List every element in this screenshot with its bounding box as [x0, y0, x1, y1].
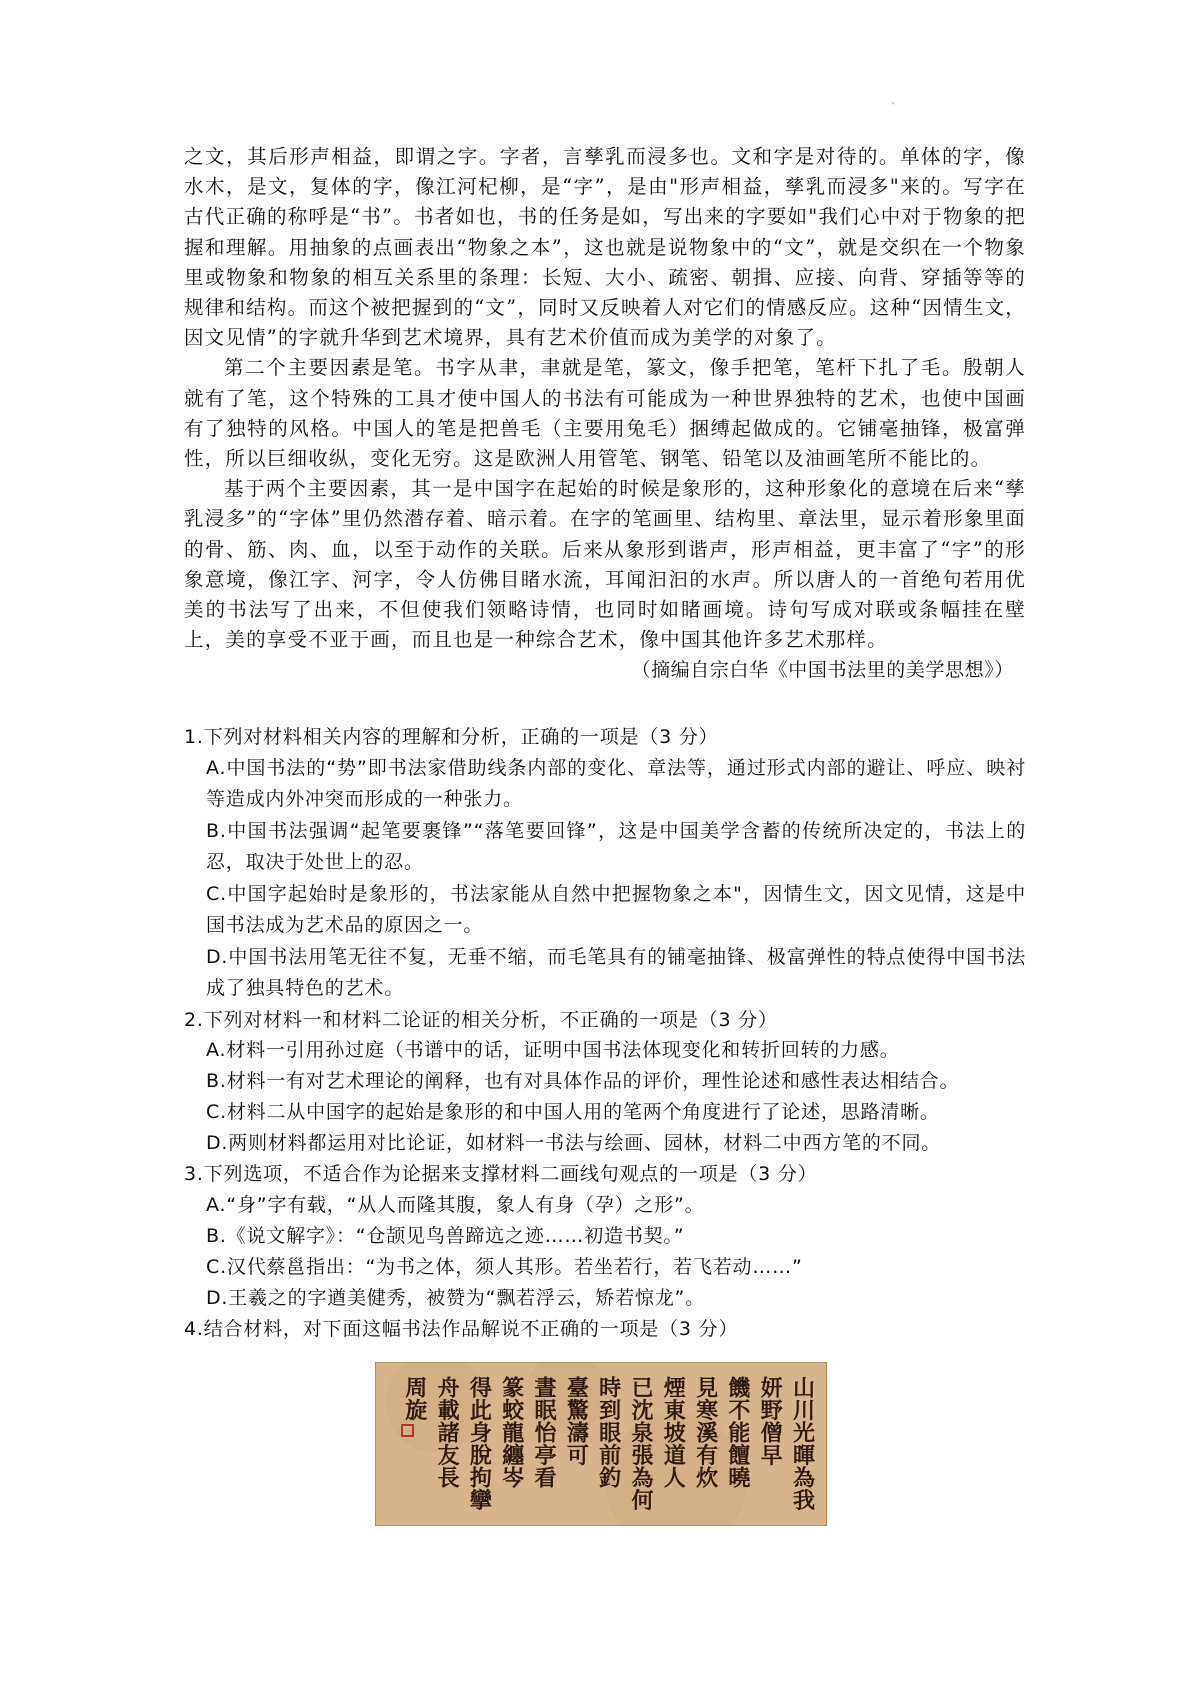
calligraphy-char: 能 — [728, 1420, 751, 1447]
option-b[interactable]: B.《说文解字》：“仓颉见鸟兽蹄迒之迹……初造书契。” — [206, 1224, 685, 1247]
question-2 — [184, 1005, 1026, 1160]
calligraphy-char: 前 — [599, 1443, 622, 1470]
calligraphy-char: 晝 — [534, 1375, 557, 1402]
calligraphy-char: 長 — [437, 1465, 460, 1492]
header-mark: 、 — [891, 96, 901, 107]
calligraphy-char: 諸 — [437, 1420, 460, 1447]
calligraphy-char: 泉 — [631, 1420, 654, 1447]
calligraphy-char: 時 — [599, 1375, 622, 1402]
calligraphy-char: 溪 — [696, 1420, 719, 1447]
option-d[interactable]: D.王羲之的字遒美健秀，被赞为“飘若浮云，矫若惊龙”。 — [206, 1286, 705, 1309]
calligraphy-char: 見 — [696, 1375, 719, 1402]
calligraphy-char: 旋 — [405, 1398, 428, 1425]
calligraphy-char: 山 — [792, 1375, 816, 1402]
calligraphy-char: 煙 — [663, 1375, 686, 1402]
option-c[interactable]: C.材料二从中国字的起始是象形的和中国人用的笔两个角度进行了论述，思路清晰。 — [206, 1101, 940, 1123]
calligraphy-char: 沈 — [631, 1398, 654, 1425]
calligraphy-char: 僧 — [760, 1420, 783, 1447]
calligraphy-char: 早 — [760, 1443, 783, 1470]
question-stem: 4.结合材料，对下面这幅书法作品解说不正确的一项是（3 分） — [184, 1317, 739, 1340]
calligraphy-char: 拘 — [469, 1465, 492, 1492]
question-stem: 1.下列对材料相关内容的理解和分析，正确的一项是（3 分） — [184, 726, 719, 748]
calligraphy-char: 龍 — [502, 1420, 525, 1447]
calligraphy-char: 饘 — [728, 1443, 751, 1470]
calligraphy-char: 友 — [437, 1443, 460, 1470]
calligraphy-char: 川 — [792, 1398, 816, 1425]
calligraphy-char: 為 — [792, 1465, 816, 1492]
question-3 — [184, 1159, 1026, 1314]
calligraphy-char: 光 — [792, 1420, 816, 1447]
option-d[interactable]: D.两则材料都运用对比论证，如材料一书法与绘画、园林，材料二中西方笔的不同。 — [206, 1132, 942, 1154]
calligraphy-char: 得 — [469, 1375, 492, 1402]
option-b[interactable]: B.材料一有对艺术理论的阐释，也有对具体作品的评价，理性论述和感性表达相结合。 — [206, 1070, 960, 1092]
calligraphy-char: 亭 — [534, 1443, 557, 1470]
calligraphy-char: 身 — [469, 1420, 492, 1447]
option-d[interactable]: D.中国书法用笔无往不复，无垂不缩，而毛笔具有的铺毫抽锋、极富弹性的特点使得中国书法成了独具特色的艺术。 — [206, 945, 1026, 999]
calligraphy-char: 岑 — [502, 1465, 525, 1492]
calligraphy-char: 釣 — [599, 1465, 622, 1492]
calligraphy-char: 攣 — [469, 1487, 492, 1514]
question-stem: 3.下列选项，不适合作为论据来支撑材料二画线句观点的一项是（3 分） — [184, 1163, 818, 1185]
calligraphy-char: 怡 — [534, 1420, 557, 1447]
calligraphy-char: 看 — [534, 1465, 557, 1492]
calligraphy-char: 寒 — [696, 1398, 719, 1425]
calligraphy-image — [376, 1363, 826, 1525]
calligraphy-char: 脫 — [469, 1443, 492, 1470]
calligraphy-char: 到 — [599, 1398, 622, 1425]
option-a[interactable]: A.“身”字有载，“从人而隆其腹，象人有身（孕）之形”。 — [206, 1193, 705, 1216]
calligraphy-artwork — [375, 1362, 827, 1526]
calligraphy-char: 有 — [696, 1443, 719, 1470]
calligraphy-char: 人 — [663, 1465, 686, 1492]
calligraphy-char: 此 — [469, 1398, 492, 1425]
passage-paragraph-3: 基于两个主要因素，其一是中国字在起始的时候是象形的，这种形象化的意境在后来“孳乳浸多”的“字体”里仍然潜存着、暗示着。在字的笔画里、结构里、章法里，显示着形象里面的骨、筋、肉、血，以至于动作的关联。后来从象形到谐声，形声相益，更丰富了“字”的形象意境，像江字、河字，令人仿佛目睹水流，耳闻汩汩的水声。所以唐人的一首绝句若用优美的书法写了出来，不但使我们领略诗情，也同时如睹画境。诗句写成对联或条幅挂在壁上，美的享受不亚于画，而且也是一种综合艺术，像中国其他许多艺术那样。 — [184, 477, 1026, 652]
option-a[interactable]: A.材料一引用孙过庭（书谱中的话，证明中国书法体现变化和转折回转的力感。 — [206, 1039, 900, 1061]
option-a[interactable]: A.中国书法的“势”即书法家借助线条内部的变化、章法等，通过形式内部的避让、呼应、映衬等造成内外冲突而形成的一种张力。 — [206, 756, 1026, 810]
calligraphy-char: 野 — [760, 1398, 783, 1425]
calligraphy-char: 曉 — [728, 1465, 751, 1492]
calligraphy-char: 眠 — [534, 1398, 557, 1425]
calligraphy-char: 為 — [631, 1465, 654, 1492]
calligraphy-char: 周 — [405, 1375, 428, 1402]
calligraphy-char: 驚 — [566, 1398, 589, 1425]
passage-source: （摘编自宗白华《中国书法里的美学思想》） — [631, 659, 1014, 682]
calligraphy-char: 可 — [566, 1443, 589, 1470]
option-b[interactable]: B.中国书法强调“起笔要裹锋”“落笔要回锋”，这是中国美学含蓄的传统所决定的，书法上的忍，取决于处世上的忍。 — [206, 819, 1026, 873]
calligraphy-char: 道 — [663, 1443, 686, 1470]
passage-paragraph-1: 之文，其后形声相益，即谓之字。字者，言孳乳而浸多也。文和字是对待的。单体的字，像水木，是文，复体的字，像江河杞柳，是“字”，是由"形声相益，孳乳而浸多"来的。写字在古代正确的称呼是“书”。书者如也，书的任务是如，写出来的字要如"我们心中对于物象的把握和理解。用抽象的点画表出“物象之本”，这也就是说物象中的“文”，就是交织在一个物象里或物象和物象的相互关系里的条理：长短、大小、疏密、朝揖、应接、向背、穿插等等的规律和结构。而这个被把握到的“文”，同时又反映着人对它们的情感反应。这种“因情生文，因文见情”的字就升华到艺术境界，具有艺术价值而成为美学的对象了。 — [184, 145, 1026, 350]
question-list — [184, 722, 1026, 1344]
calligraphy-char: 妍 — [760, 1375, 783, 1402]
calligraphy-char: 已 — [631, 1375, 654, 1402]
calligraphy-char: 蛟 — [502, 1398, 525, 1425]
calligraphy-char: 臺 — [566, 1375, 589, 1402]
calligraphy-char: 何 — [631, 1487, 654, 1514]
question-4 — [184, 1314, 1026, 1345]
calligraphy-char: 暉 — [792, 1443, 816, 1470]
calligraphy-char: 眼 — [599, 1420, 622, 1447]
calligraphy-char: 不 — [728, 1398, 751, 1425]
calligraphy-char: 濤 — [566, 1420, 589, 1447]
calligraphy-char: 載 — [437, 1398, 460, 1425]
calligraphy-char: 張 — [631, 1443, 654, 1470]
calligraphy-char: 炊 — [696, 1465, 719, 1492]
calligraphy-char: 篆 — [502, 1375, 525, 1402]
calligraphy-char: 饑 — [728, 1375, 751, 1402]
option-c[interactable]: C.汉代蔡邕指出：“为书之体，须人其形。若坐若行，若飞若动……” — [206, 1255, 803, 1278]
calligraphy-char: 東 — [663, 1398, 686, 1425]
calligraphy-char: 我 — [792, 1487, 816, 1514]
reading-passage — [184, 142, 1026, 685]
calligraphy-char: 坡 — [663, 1420, 686, 1447]
calligraphy-char: 舟 — [437, 1375, 460, 1402]
calligraphy-char: 纏 — [502, 1443, 525, 1470]
option-c[interactable]: C.中国字起始时是象形的，书法家能从自然中把握物象之本"，因情生文，因文见情，这是中国书法成为艺术品的原因之一。 — [206, 882, 1026, 936]
question-1 — [184, 722, 1026, 1005]
question-stem: 2.下列对材料一和材料二论证的相关分析，不正确的一项是（3 分） — [184, 1008, 778, 1031]
passage-paragraph-2: 第二个主要因素是笔。书字从聿，聿就是笔，篆文，像手把笔，笔杆下扎了毛。殷朝人就有了笔，这个特殊的工具才使中国人的书法有可能成为一种世界独特的艺术，也使中国画有了独特的风格。中国人的笔是把兽毛（主要用兔毛）捆缚起做成的。它铺毫抽锋，极富弹性，所以巨细收纵，变化无穷。这是欧洲人用管笔、钢笔、铅笔以及油画笔所不能比的。 — [184, 356, 1026, 471]
